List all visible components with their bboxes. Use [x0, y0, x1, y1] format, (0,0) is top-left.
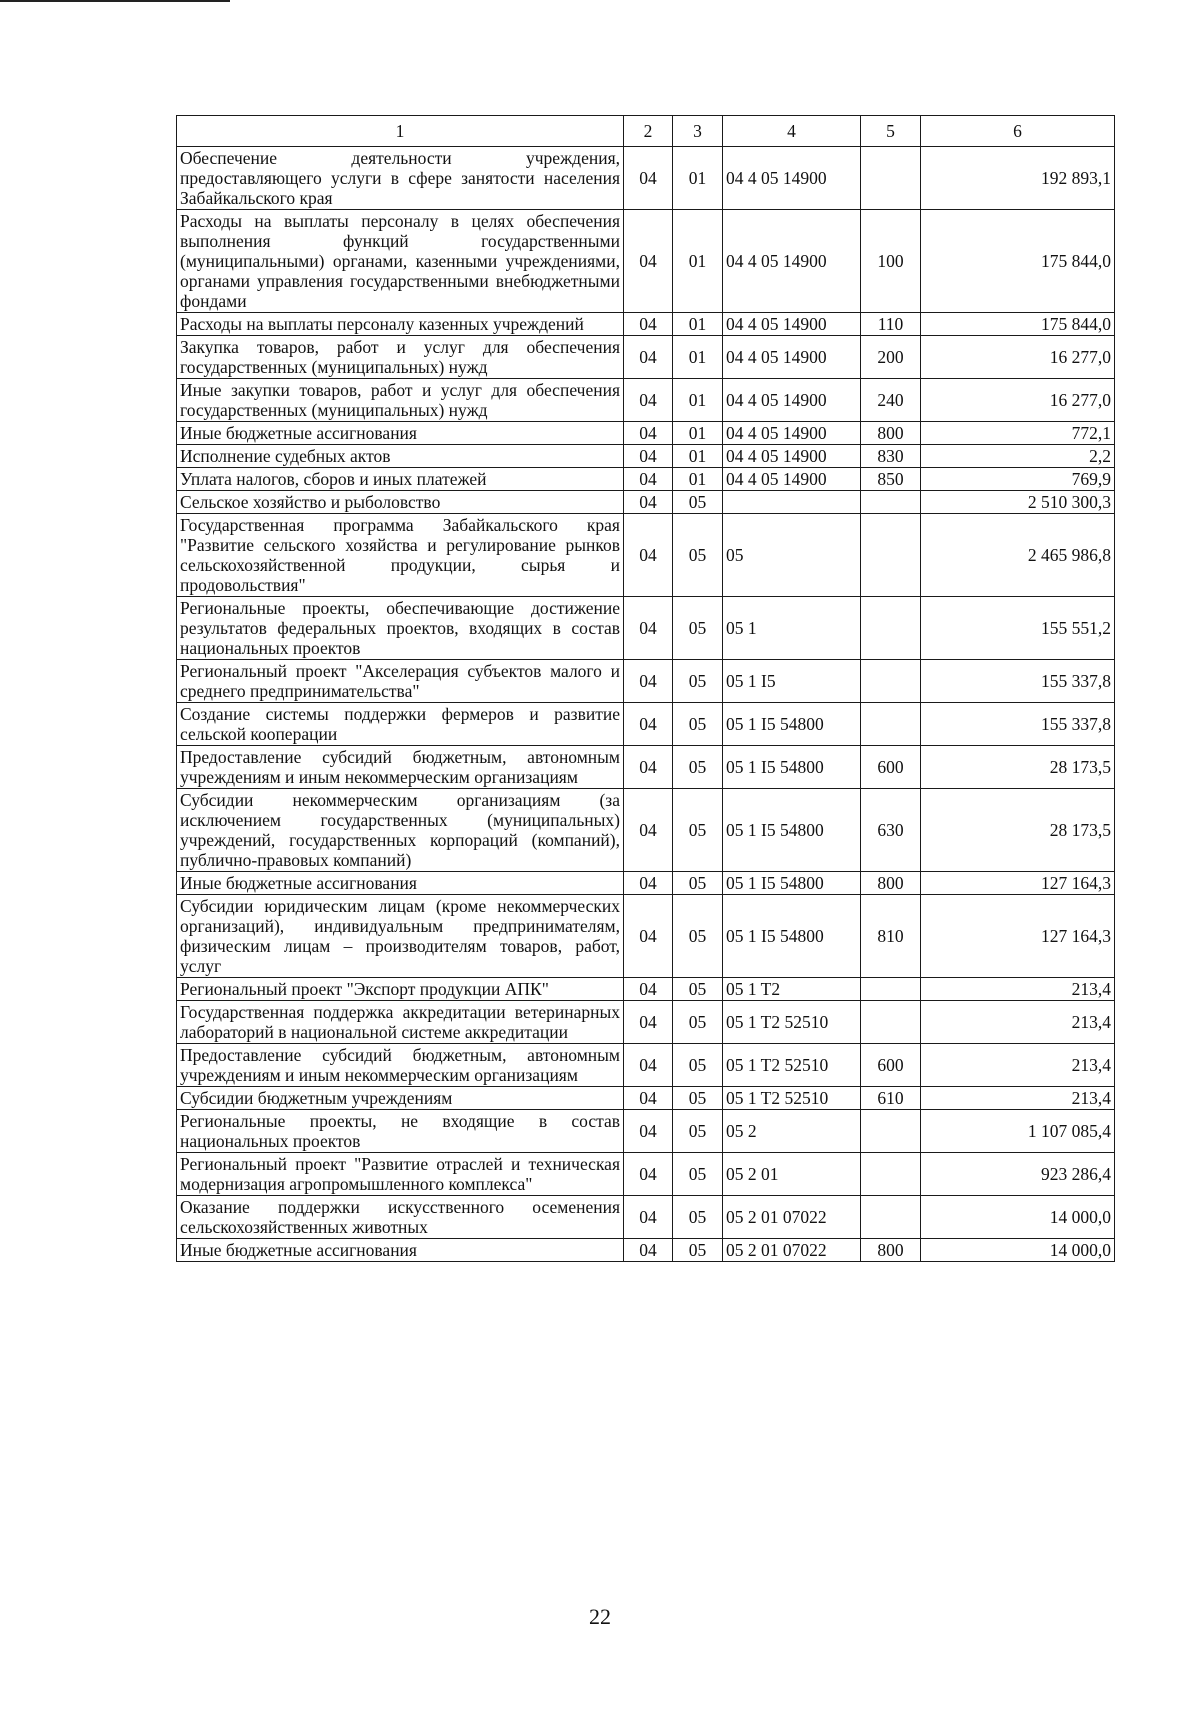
amount-cell: 213,4 [921, 1087, 1115, 1110]
target-article-cell: 05 1 T2 52510 [723, 1044, 861, 1087]
target-article-cell: 05 1 [723, 597, 861, 660]
target-article-cell: 05 1 I5 54800 [723, 789, 861, 872]
target-article-cell: 04 4 05 14900 [723, 336, 861, 379]
target-article-cell: 04 4 05 14900 [723, 313, 861, 336]
section-code-cell: 04 [624, 1087, 673, 1110]
expense-type-cell [861, 147, 921, 210]
header-cell-2: 2 [624, 116, 673, 147]
subsection-code-cell: 05 [673, 978, 723, 1001]
table-row [177, 978, 1115, 1001]
amount-cell: 155 337,8 [921, 660, 1115, 703]
section-code-cell: 04 [624, 336, 673, 379]
amount-cell: 14 000,0 [921, 1239, 1115, 1262]
target-article-cell: 05 1 I5 54800 [723, 872, 861, 895]
subsection-code-cell: 01 [673, 147, 723, 210]
table-row [177, 1153, 1115, 1196]
expense-type-cell [861, 514, 921, 597]
expense-type-cell: 800 [861, 1239, 921, 1262]
expense-name-cell: Иные бюджетные ассигнования [177, 422, 624, 445]
subsection-code-cell: 05 [673, 1001, 723, 1044]
target-article-cell: 05 1 T2 52510 [723, 1001, 861, 1044]
amount-cell: 16 277,0 [921, 336, 1115, 379]
target-article-cell: 05 1 I5 54800 [723, 746, 861, 789]
subsection-code-cell: 01 [673, 336, 723, 379]
expense-type-cell [861, 597, 921, 660]
expense-name-cell: Исполнение судебных актов [177, 445, 624, 468]
amount-cell: 175 844,0 [921, 313, 1115, 336]
table-row [177, 895, 1115, 978]
expense-name-cell: Государственная поддержка аккредитации ветеринарных лабораторий в национальной системе аккредитации [177, 1001, 624, 1044]
top-rule [0, 0, 230, 2]
expense-type-cell: 600 [861, 746, 921, 789]
amount-cell: 192 893,1 [921, 147, 1115, 210]
expense-name-cell: Обеспечение деятельности учреждения, предоставляющего услуги в сфере занятости населения Забайкальского края [177, 147, 624, 210]
amount-cell: 155 551,2 [921, 597, 1115, 660]
amount-cell: 213,4 [921, 978, 1115, 1001]
subsection-code-cell: 05 [673, 1110, 723, 1153]
subsection-code-cell: 05 [673, 895, 723, 978]
expense-name-cell: Иные закупки товаров, работ и услуг для обеспечения государственных (муниципальных) нужд [177, 379, 624, 422]
target-article-cell: 05 [723, 514, 861, 597]
table-row [177, 746, 1115, 789]
section-code-cell: 04 [624, 1110, 673, 1153]
subsection-code-cell: 05 [673, 789, 723, 872]
expense-name-cell: Расходы на выплаты персоналу в целях обеспечения выполнения функций государственными (муниципальными) органами, казенными учреждениями, органами управления государственными внебюджетными фондами [177, 210, 624, 313]
budget-table [176, 115, 1115, 1262]
target-article-cell: 05 1 I5 [723, 660, 861, 703]
expense-name-cell: Государственная программа Забайкальского края "Развитие сельского хозяйства и регулирование рынков сельскохозяйственной продукции, сырья и продовольствия" [177, 514, 624, 597]
amount-cell: 155 337,8 [921, 703, 1115, 746]
amount-cell: 175 844,0 [921, 210, 1115, 313]
section-code-cell: 04 [624, 978, 673, 1001]
target-article-cell: 05 2 01 [723, 1153, 861, 1196]
expense-type-cell [861, 1196, 921, 1239]
table-row [177, 210, 1115, 313]
table-row [177, 422, 1115, 445]
table-body [177, 147, 1115, 1262]
amount-cell: 127 164,3 [921, 872, 1115, 895]
amount-cell: 769,9 [921, 468, 1115, 491]
amount-cell: 28 173,5 [921, 789, 1115, 872]
section-code-cell: 04 [624, 210, 673, 313]
target-article-cell: 05 2 01 07022 [723, 1239, 861, 1262]
amount-cell: 28 173,5 [921, 746, 1115, 789]
expense-name-cell: Расходы на выплаты персоналу казенных учреждений [177, 313, 624, 336]
subsection-code-cell: 01 [673, 468, 723, 491]
section-code-cell: 04 [624, 746, 673, 789]
table-row [177, 336, 1115, 379]
section-code-cell: 04 [624, 1239, 673, 1262]
subsection-code-cell: 05 [673, 1044, 723, 1087]
expense-name-cell: Уплата налогов, сборов и иных платежей [177, 468, 624, 491]
subsection-code-cell: 05 [673, 703, 723, 746]
expense-name-cell: Иные бюджетные ассигнования [177, 1239, 624, 1262]
target-article-cell: 05 1 T2 [723, 978, 861, 1001]
target-article-cell [723, 491, 861, 514]
expense-name-cell: Региональный проект "Экспорт продукции АПК" [177, 978, 624, 1001]
subsection-code-cell: 05 [673, 872, 723, 895]
header-row [177, 116, 1115, 147]
subsection-code-cell: 01 [673, 210, 723, 313]
amount-cell: 127 164,3 [921, 895, 1115, 978]
expense-name-cell: Предоставление субсидий бюджетным, автономным учреждениям и иным некоммерческим организациям [177, 746, 624, 789]
header-cell-4: 4 [723, 116, 861, 147]
subsection-code-cell: 01 [673, 379, 723, 422]
expense-type-cell: 200 [861, 336, 921, 379]
section-code-cell: 04 [624, 313, 673, 336]
subsection-code-cell: 05 [673, 514, 723, 597]
subsection-code-cell: 05 [673, 1196, 723, 1239]
expense-type-cell [861, 1001, 921, 1044]
header-cell-1: 1 [177, 116, 624, 147]
table-row [177, 468, 1115, 491]
amount-cell: 2 510 300,3 [921, 491, 1115, 514]
table-row [177, 379, 1115, 422]
expense-type-cell: 630 [861, 789, 921, 872]
section-code-cell: 04 [624, 872, 673, 895]
subsection-code-cell: 01 [673, 422, 723, 445]
section-code-cell: 04 [624, 491, 673, 514]
section-code-cell: 04 [624, 445, 673, 468]
expense-name-cell: Региональный проект "Акселерация субъектов малого и среднего предпринимательства" [177, 660, 624, 703]
header-cell-3: 3 [673, 116, 723, 147]
amount-cell: 16 277,0 [921, 379, 1115, 422]
table-row [177, 1196, 1115, 1239]
table-row [177, 1087, 1115, 1110]
subsection-code-cell: 05 [673, 1087, 723, 1110]
amount-cell: 213,4 [921, 1001, 1115, 1044]
section-code-cell: 04 [624, 1001, 673, 1044]
expense-type-cell: 800 [861, 422, 921, 445]
table-row [177, 313, 1115, 336]
target-article-cell: 05 1 I5 54800 [723, 895, 861, 978]
section-code-cell: 04 [624, 1153, 673, 1196]
amount-cell: 213,4 [921, 1044, 1115, 1087]
expense-type-cell: 600 [861, 1044, 921, 1087]
section-code-cell: 04 [624, 1196, 673, 1239]
expense-type-cell: 830 [861, 445, 921, 468]
target-article-cell: 05 1 T2 52510 [723, 1087, 861, 1110]
expense-type-cell: 810 [861, 895, 921, 978]
subsection-code-cell: 05 [673, 746, 723, 789]
target-article-cell: 04 4 05 14900 [723, 379, 861, 422]
target-article-cell: 04 4 05 14900 [723, 445, 861, 468]
table-row [177, 872, 1115, 895]
section-code-cell: 04 [624, 789, 673, 872]
header-cell-6: 6 [921, 116, 1115, 147]
target-article-cell: 04 4 05 14900 [723, 468, 861, 491]
section-code-cell: 04 [624, 147, 673, 210]
subsection-code-cell: 01 [673, 445, 723, 468]
table-row [177, 1001, 1115, 1044]
table-row [177, 445, 1115, 468]
expense-type-cell: 850 [861, 468, 921, 491]
table-row [177, 147, 1115, 210]
table-row [177, 597, 1115, 660]
expense-type-cell [861, 660, 921, 703]
subsection-code-cell: 05 [673, 660, 723, 703]
expense-name-cell: Региональные проекты, обеспечивающие достижение результатов федеральных проектов, входящих в состав национальных проектов [177, 597, 624, 660]
expense-type-cell [861, 1110, 921, 1153]
amount-cell: 14 000,0 [921, 1196, 1115, 1239]
expense-name-cell: Сельское хозяйство и рыболовство [177, 491, 624, 514]
subsection-code-cell: 05 [673, 1239, 723, 1262]
amount-cell: 772,1 [921, 422, 1115, 445]
amount-cell: 1 107 085,4 [921, 1110, 1115, 1153]
amount-cell: 923 286,4 [921, 1153, 1115, 1196]
expense-type-cell [861, 1153, 921, 1196]
section-code-cell: 04 [624, 1044, 673, 1087]
amount-cell: 2 465 986,8 [921, 514, 1115, 597]
subsection-code-cell: 05 [673, 491, 723, 514]
expense-type-cell: 100 [861, 210, 921, 313]
subsection-code-cell: 01 [673, 313, 723, 336]
expense-name-cell: Субсидии бюджетным учреждениям [177, 1087, 624, 1110]
expense-name-cell: Субсидии некоммерческим организациям (за исключением государственных (муниципальных) учреждений, государственных корпораций (компаний), публично-правовых компаний) [177, 789, 624, 872]
table-row [177, 703, 1115, 746]
target-article-cell: 04 4 05 14900 [723, 147, 861, 210]
table-row [177, 1239, 1115, 1262]
section-code-cell: 04 [624, 660, 673, 703]
expense-type-cell: 610 [861, 1087, 921, 1110]
header-cell-5: 5 [861, 116, 921, 147]
expense-name-cell: Создание системы поддержки фермеров и развитие сельской кооперации [177, 703, 624, 746]
expense-name-cell: Иные бюджетные ассигнования [177, 872, 624, 895]
section-code-cell: 04 [624, 895, 673, 978]
expense-type-cell: 110 [861, 313, 921, 336]
expense-name-cell: Субсидии юридическим лицам (кроме некоммерческих организаций), индивидуальным предпринимателям, физическим лицам – производителям товаров, работ, услуг [177, 895, 624, 978]
section-code-cell: 04 [624, 703, 673, 746]
table-row [177, 491, 1115, 514]
target-article-cell: 05 2 [723, 1110, 861, 1153]
section-code-cell: 04 [624, 422, 673, 445]
expense-name-cell: Региональный проект "Развитие отраслей и техническая модернизация агропромышленного комплекса" [177, 1153, 624, 1196]
section-code-cell: 04 [624, 514, 673, 597]
section-code-cell: 04 [624, 597, 673, 660]
amount-cell: 2,2 [921, 445, 1115, 468]
expense-name-cell: Региональные проекты, не входящие в состав национальных проектов [177, 1110, 624, 1153]
target-article-cell: 04 4 05 14900 [723, 210, 861, 313]
target-article-cell: 04 4 05 14900 [723, 422, 861, 445]
expense-name-cell: Предоставление субсидий бюджетным, автономным учреждениям и иным некоммерческим организациям [177, 1044, 624, 1087]
section-code-cell: 04 [624, 379, 673, 422]
expense-type-cell [861, 703, 921, 746]
table-row [177, 1110, 1115, 1153]
target-article-cell: 05 2 01 07022 [723, 1196, 861, 1239]
table-row [177, 514, 1115, 597]
expense-type-cell: 800 [861, 872, 921, 895]
expense-name-cell: Оказание поддержки искусственного осеменения сельскохозяйственных животных [177, 1196, 624, 1239]
table-row [177, 660, 1115, 703]
expense-type-cell: 240 [861, 379, 921, 422]
target-article-cell: 05 1 I5 54800 [723, 703, 861, 746]
section-code-cell: 04 [624, 468, 673, 491]
subsection-code-cell: 05 [673, 1153, 723, 1196]
table-row [177, 789, 1115, 872]
expense-type-cell [861, 978, 921, 1001]
subsection-code-cell: 05 [673, 597, 723, 660]
expense-type-cell [861, 491, 921, 514]
table-row [177, 1044, 1115, 1087]
page-number: 22 [589, 1604, 611, 1629]
expense-name-cell: Закупка товаров, работ и услуг для обеспечения государственных (муниципальных) нужд [177, 336, 624, 379]
